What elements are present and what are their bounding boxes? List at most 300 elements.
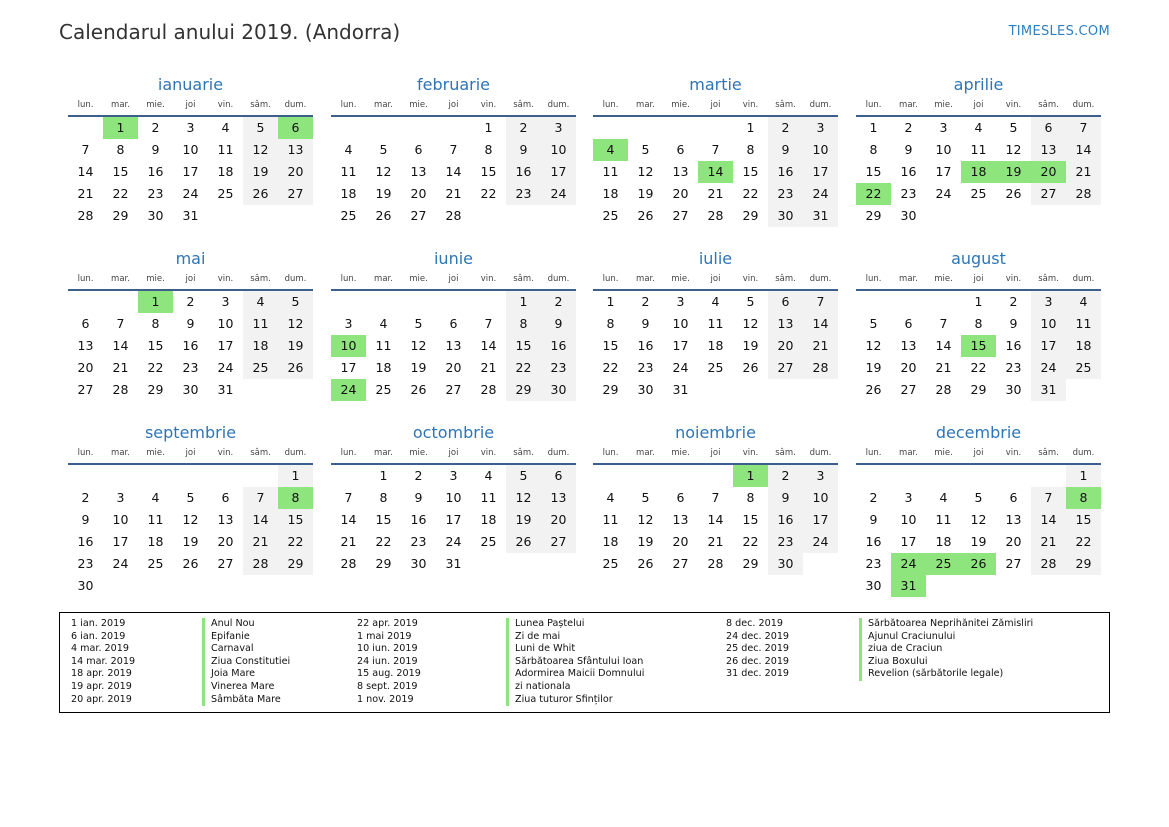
day-cell: 18: [1066, 335, 1101, 357]
week-row: [68, 357, 313, 379]
weekday-label: dum.: [284, 100, 307, 110]
legend-date: 1 mai 2019: [357, 630, 412, 642]
day-cell: 6: [221, 490, 230, 505]
weekday-label: vin.: [1005, 100, 1022, 110]
weekday-label: mie.: [671, 100, 690, 110]
day-cell: 23: [768, 531, 803, 553]
day-cell: 20: [1005, 534, 1022, 549]
weekday-label: mie.: [934, 448, 953, 458]
day-cell: 2: [869, 490, 878, 505]
day-cell: 23: [541, 357, 576, 379]
day-cell: 26: [506, 531, 541, 553]
day-cell: 10: [900, 512, 917, 527]
day-cell: 12: [1005, 142, 1022, 157]
day-cell: 9: [768, 139, 803, 161]
month-name: decembrie: [935, 423, 1022, 442]
legend-holiday-name: Joia Mare: [202, 668, 290, 681]
weekday-label: mar.: [111, 274, 130, 284]
day-cell: 8: [506, 313, 541, 335]
empty-cell: [401, 291, 436, 313]
empty-cell: [68, 291, 103, 313]
day-cell: 3: [803, 117, 838, 139]
day-cell: 19: [182, 534, 199, 549]
legend-date: 1 ian. 2019: [71, 618, 126, 629]
day-cell: 6: [541, 465, 576, 487]
empty-cell: [803, 379, 838, 401]
day-cell: 15: [742, 512, 759, 527]
day-cell: 12: [637, 512, 654, 527]
weekday-label: joi: [973, 100, 984, 110]
day-cell: 26: [410, 382, 427, 397]
month-name: septembrie: [144, 423, 237, 442]
day-cell: 18: [480, 512, 497, 527]
day-cell: 29: [970, 382, 987, 397]
empty-cell: [1031, 205, 1066, 227]
day-cell: 3: [221, 294, 230, 309]
week-row: [68, 117, 313, 139]
day-cell: 27: [278, 183, 313, 205]
day-cell: 6: [414, 142, 423, 157]
day-cell: 30: [147, 208, 164, 223]
weekday-label: vin.: [480, 100, 497, 110]
day-cell: 15: [961, 335, 996, 357]
weekday-label: vin.: [742, 100, 759, 110]
day-cell: 16: [1005, 338, 1022, 353]
weekday-label: mar.: [374, 274, 393, 284]
week-row: [856, 357, 1101, 379]
day-cell: 20: [1031, 161, 1066, 183]
day-cell: 16: [865, 534, 882, 549]
weekday-label: dum.: [547, 274, 570, 284]
weekday-label: vin.: [742, 274, 759, 284]
day-cell: 14: [935, 338, 952, 353]
day-cell: 10: [935, 142, 952, 157]
day-cell: 7: [939, 316, 948, 331]
day-cell: 4: [939, 490, 948, 505]
day-cell: 17: [340, 360, 357, 375]
day-cell: 21: [1066, 161, 1101, 183]
day-cell: 16: [768, 161, 803, 183]
day-cell: 21: [480, 360, 497, 375]
day-cell: 15: [506, 335, 541, 357]
week-row: [593, 509, 838, 531]
empty-cell: [331, 291, 366, 313]
day-cell: 18: [602, 534, 619, 549]
week-row: [331, 117, 576, 139]
empty-cell: [891, 465, 926, 487]
legend-date: 18 apr. 2019: [71, 668, 132, 680]
day-cell: 26: [865, 382, 882, 397]
day-cell: 7: [711, 490, 720, 505]
month-name: iulie: [698, 249, 733, 268]
legend-date: 8 dec. 2019: [726, 618, 783, 629]
day-cell: 23: [1005, 360, 1022, 375]
day-cell: 17: [182, 164, 199, 179]
month-name: ianuarie: [157, 75, 224, 94]
day-cell: 24: [935, 186, 952, 201]
weekday-label: vin.: [217, 274, 234, 284]
day-cell: 1: [974, 294, 983, 309]
weekday-label: joi: [973, 274, 984, 284]
empty-cell: [243, 575, 278, 597]
day-cell: 30: [768, 205, 803, 227]
day-cell: 11: [935, 512, 952, 527]
day-cell: 12: [375, 164, 392, 179]
weekday-label: mar.: [899, 100, 918, 110]
legend-holiday-name: Luni de Whit: [506, 643, 644, 656]
day-cell: 30: [865, 578, 882, 593]
day-cell: 13: [445, 338, 462, 353]
week-row: [856, 575, 1101, 597]
day-cell: 17: [445, 512, 462, 527]
weekday-label: joi: [710, 100, 721, 110]
day-cell: 23: [182, 360, 199, 375]
day-cell: 9: [1009, 316, 1018, 331]
day-cell: 14: [445, 164, 462, 179]
week-row: [856, 487, 1101, 509]
week-row: [593, 313, 838, 335]
week-row: [331, 291, 576, 313]
weekday-label: lun.: [602, 100, 619, 110]
day-cell: 2: [414, 468, 423, 483]
day-cell: 9: [186, 316, 195, 331]
day-cell: 30: [1005, 382, 1022, 397]
legend-date: 4 mar. 2019: [71, 643, 129, 655]
empty-cell: [1066, 205, 1101, 227]
day-cell: 7: [81, 142, 90, 157]
day-cell: 22: [375, 534, 392, 549]
week-row: [593, 357, 838, 379]
empty-cell: [698, 379, 733, 401]
empty-cell: [1031, 465, 1066, 487]
day-cell: 11: [375, 338, 392, 353]
day-cell: 8: [484, 142, 493, 157]
legend-date: 19 apr. 2019: [71, 680, 132, 692]
weekday-label: joi: [448, 100, 459, 110]
day-cell: 27: [672, 556, 689, 571]
day-cell: 17: [541, 161, 576, 183]
empty-cell: [173, 465, 208, 487]
day-cell: 9: [768, 487, 803, 509]
day-cell: 7: [449, 142, 458, 157]
day-cell: 13: [278, 139, 313, 161]
day-cell: 13: [672, 512, 689, 527]
day-cell: 28: [803, 357, 838, 379]
empty-cell: [506, 553, 541, 575]
empty-cell: [961, 575, 996, 597]
weekday-label: dum.: [547, 448, 570, 458]
day-cell: 31: [217, 382, 234, 397]
week-row: [856, 183, 1101, 205]
weekday-label: dum.: [1072, 274, 1095, 284]
weekday-header: [593, 98, 838, 112]
legend-holiday-name: Ziua Constitutiei: [202, 656, 290, 669]
day-cell: 17: [112, 534, 129, 549]
day-cell: 11: [147, 512, 164, 527]
day-cell: 9: [506, 139, 541, 161]
empty-cell: [1066, 379, 1101, 401]
empty-cell: [401, 117, 436, 139]
day-cell: 16: [637, 338, 654, 353]
day-cell: 23: [410, 534, 427, 549]
week-row: [593, 291, 838, 313]
day-cell: 22: [147, 360, 164, 375]
empty-cell: [541, 553, 576, 575]
day-cell: 11: [217, 142, 234, 157]
day-cell: 12: [278, 313, 313, 335]
day-cell: 7: [1066, 117, 1101, 139]
day-cell: 15: [278, 509, 313, 531]
legend-date: 10 iun. 2019: [357, 643, 418, 655]
weekday-header: [856, 272, 1101, 286]
day-cell: 2: [186, 294, 195, 309]
day-cell: 11: [602, 512, 619, 527]
day-cell: 27: [1005, 556, 1022, 571]
month-februarie: [331, 75, 576, 227]
day-cell: 10: [672, 316, 689, 331]
day-cell: 30: [410, 556, 427, 571]
day-cell: 31: [672, 382, 689, 397]
day-cell: 12: [506, 487, 541, 509]
day-cell: 8: [278, 487, 313, 509]
day-cell: 16: [77, 534, 94, 549]
month-august: [856, 249, 1101, 401]
empty-cell: [663, 117, 698, 139]
day-cell: 17: [672, 338, 689, 353]
day-cell: 1: [278, 465, 313, 487]
weekday-label: joi: [185, 448, 196, 458]
day-cell: 13: [217, 512, 234, 527]
legend-holiday-name: Ajunul Craciunului: [859, 631, 1033, 644]
weekday-label: sâm.: [1038, 100, 1059, 110]
day-cell: 2: [541, 291, 576, 313]
weekday-label: mar.: [636, 448, 655, 458]
day-cell: 28: [243, 553, 278, 575]
day-cell: 1: [484, 120, 493, 135]
day-cell: 5: [869, 316, 878, 331]
day-cell: 28: [77, 208, 94, 223]
empty-cell: [996, 465, 1031, 487]
week-row: [856, 531, 1101, 553]
day-cell: 10: [182, 142, 199, 157]
day-cell: 24: [672, 360, 689, 375]
day-cell: 3: [186, 120, 195, 135]
week-row: [68, 509, 313, 531]
day-cell: 29: [278, 553, 313, 575]
day-cell: 31: [891, 575, 926, 597]
week-row: [856, 465, 1101, 487]
week-row: [68, 553, 313, 575]
weekday-header: [331, 98, 576, 112]
empty-cell: [243, 205, 278, 227]
week-row: [331, 335, 576, 357]
week-row: [856, 335, 1101, 357]
empty-cell: [593, 465, 628, 487]
day-cell: 15: [602, 338, 619, 353]
empty-cell: [331, 117, 366, 139]
day-cell: 17: [803, 509, 838, 531]
weekday-label: dum.: [547, 100, 570, 110]
day-cell: 5: [243, 117, 278, 139]
day-cell: 13: [77, 338, 94, 353]
day-cell: 25: [480, 534, 497, 549]
day-cell: 25: [970, 186, 987, 201]
day-cell: 8: [746, 490, 755, 505]
day-cell: 13: [672, 164, 689, 179]
day-cell: 27: [217, 556, 234, 571]
empty-cell: [173, 575, 208, 597]
weekday-label: mar.: [636, 100, 655, 110]
page-title: Calendarul anului 2019. (Andorra): [59, 20, 401, 44]
day-cell: 11: [340, 164, 357, 179]
weekday-label: mar.: [899, 448, 918, 458]
day-cell: 5: [506, 465, 541, 487]
week-row: [331, 357, 576, 379]
day-cell: 12: [637, 164, 654, 179]
day-cell: 2: [641, 294, 650, 309]
legend-holiday-name: Ziua tuturor Sfinților: [506, 694, 644, 707]
empty-cell: [593, 117, 628, 139]
weekday-label: mie.: [934, 274, 953, 284]
legend-date: 26 dec. 2019: [726, 655, 790, 667]
empty-cell: [278, 575, 313, 597]
week-row: [593, 487, 838, 509]
day-cell: 24: [182, 186, 199, 201]
day-cell: 21: [445, 186, 462, 201]
day-cell: 1: [733, 465, 768, 487]
day-cell: 26: [742, 360, 759, 375]
day-cell: 20: [541, 509, 576, 531]
day-cell: 18: [243, 335, 278, 357]
day-cell: 6: [676, 142, 685, 157]
day-cell: 25: [217, 186, 234, 201]
empty-cell: [506, 205, 541, 227]
month-name: iunie: [433, 249, 473, 268]
month-octombrie: [331, 423, 576, 575]
weekday-label: mar.: [111, 448, 130, 458]
weekday-label: vin.: [480, 274, 497, 284]
day-cell: 16: [506, 161, 541, 183]
week-row: [68, 335, 313, 357]
day-cell: 8: [869, 142, 878, 157]
legend-dates-column: [726, 618, 789, 681]
day-cell: 25: [707, 360, 724, 375]
empty-cell: [926, 575, 961, 597]
day-cell: 28: [340, 556, 357, 571]
day-cell: 12: [243, 139, 278, 161]
day-cell: 29: [1066, 553, 1101, 575]
empty-cell: [803, 553, 838, 575]
legend-date: 15 aug. 2019: [357, 668, 421, 680]
day-cell: 5: [1009, 120, 1018, 135]
empty-cell: [628, 465, 663, 487]
day-cell: 15: [147, 338, 164, 353]
weekday-label: mie.: [671, 448, 690, 458]
day-cell: 13: [1031, 139, 1066, 161]
legend-holiday-name: Sărbătoarea Neprihănitei Zămisliri: [859, 618, 1033, 631]
day-cell: 6: [904, 316, 913, 331]
day-cell: 22: [602, 360, 619, 375]
day-cell: 11: [243, 313, 278, 335]
day-cell: 24: [112, 556, 129, 571]
weekday-header: [856, 98, 1101, 112]
week-row: [331, 509, 576, 531]
day-cell: 27: [410, 208, 427, 223]
day-cell: 12: [182, 512, 199, 527]
legend-holiday-name: Sărbătoarea Sfântului Ioan: [506, 656, 644, 669]
empty-cell: [698, 117, 733, 139]
weekday-label: mie.: [146, 100, 165, 110]
day-cell: 22: [278, 531, 313, 553]
weekday-label: sâm.: [775, 100, 796, 110]
week-row: [593, 531, 838, 553]
day-cell: 31: [445, 556, 462, 571]
month-decembrie: [856, 423, 1101, 597]
month-noiembrie: [593, 423, 838, 575]
day-cell: 4: [711, 294, 720, 309]
empty-cell: [996, 575, 1031, 597]
day-cell: 19: [996, 161, 1031, 183]
day-cell: 19: [742, 338, 759, 353]
weekday-label: dum.: [284, 274, 307, 284]
day-cell: 3: [803, 465, 838, 487]
week-row: [593, 183, 838, 205]
day-cell: 8: [974, 316, 983, 331]
day-cell: 25: [1066, 357, 1101, 379]
day-cell: 17: [803, 161, 838, 183]
day-cell: 25: [602, 208, 619, 223]
day-cell: 29: [602, 382, 619, 397]
day-cell: 22: [742, 534, 759, 549]
day-cell: 19: [375, 186, 392, 201]
weekday-label: joi: [973, 448, 984, 458]
weekday-label: mie.: [146, 274, 165, 284]
month-name: aprilie: [953, 75, 1004, 94]
empty-cell: [541, 205, 576, 227]
day-cell: 2: [1009, 294, 1018, 309]
day-cell: 16: [410, 512, 427, 527]
month-name: august: [951, 249, 1006, 268]
weekday-label: dum.: [1072, 100, 1095, 110]
day-cell: 14: [480, 338, 497, 353]
weekday-label: lun.: [77, 100, 94, 110]
day-cell: 31: [1031, 379, 1066, 401]
day-cell: 6: [1031, 117, 1066, 139]
day-cell: 6: [1009, 490, 1018, 505]
day-cell: 27: [900, 382, 917, 397]
week-row: [68, 139, 313, 161]
weekday-label: vin.: [742, 448, 759, 458]
day-cell: 18: [961, 161, 996, 183]
day-cell: 20: [672, 186, 689, 201]
day-cell: 10: [803, 139, 838, 161]
legend-holiday-name: Revelion (sărbătorile legale): [859, 668, 1033, 681]
week-row: [331, 465, 576, 487]
day-cell: 7: [803, 291, 838, 313]
day-cell: 31: [803, 205, 838, 227]
day-cell: 1: [103, 117, 138, 139]
month-name: octombrie: [412, 423, 495, 442]
day-cell: 8: [1066, 487, 1101, 509]
day-cell: 3: [904, 490, 913, 505]
legend-date: 24 dec. 2019: [726, 630, 790, 642]
month-name: noiembrie: [675, 423, 756, 442]
day-cell: 26: [961, 553, 996, 575]
site-link[interactable]: TIMESLES.COM: [1008, 24, 1110, 39]
day-cell: 13: [541, 487, 576, 509]
day-cell: 30: [900, 208, 917, 223]
day-cell: 9: [81, 512, 90, 527]
